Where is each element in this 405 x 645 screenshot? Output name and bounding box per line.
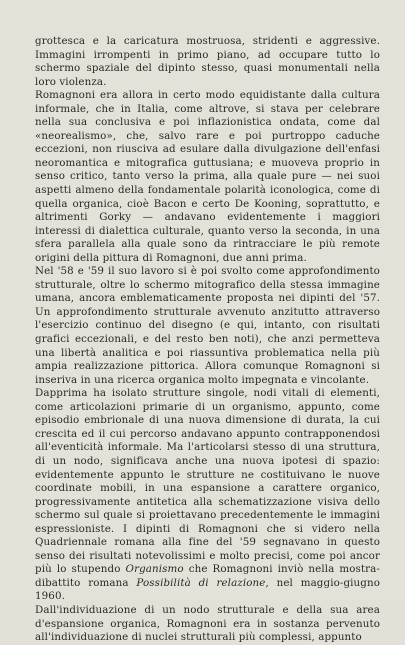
paragraph [35, 89, 380, 265]
paragraph [35, 265, 380, 387]
text-run: che Romagnoni inviò nella mostra-dibattito romana [35, 563, 380, 589]
text-run: Dall'individuazione di un nodo strutturale e della sua area d'espansione organica, Romagnoni era in sostanza pervenuto all'individuazione di nuclei strutturali più complessi, appunto [35, 603, 380, 644]
text-run: , nel maggio-giugno 1960. [35, 576, 381, 603]
text-run: Nel '58 e '59 il suo lavoro si è poi svolto come approfondimento strutturale, oltre lo schermo mitografico della stessa immagine umana, ancora emblematicamente proposta nei dipinti del '57. Un approfondimento strutturale avvenuto anzitutto attraverso l'esercizio continuo del disegno (e qui, intanto, con risultati grafici eccezionali, e del resto ben noti), che anzi permetteva una libertà analitica e poi riassuntiva problematica nella più ampia realizzazione pittorica. Allora comunque Romagnoni si inseriva in una ricerca organica molto impegnata e vincolante. [35, 265, 380, 386]
paragraph [35, 387, 380, 604]
text-run: grottesca e la caricatura mostruosa, stridenti e aggressive. Immagini irrompenti in primo piano, ad occupare tutto lo schermo spaziale del dipinto stesso, quasi monumentali nella loro violenza. [35, 35, 380, 88]
italic-title: Possibilità di relazione [136, 576, 266, 589]
text-run: Dapprima ha isolato strutture singole, nodi vitali di elementi, come articolazioni primarie di un organismo, appunto, come episodio embrionale di una nuova dimensione di durata, la cui crescita ed il cui percorso andavano appunto contrapponendosi all'eventicità informale. Ma l'articolarsi stesso di una struttura, di un nodo, significava anche una nuova ipotesi di spazio: evidentemente appunto le strutture ne costituivano le nuove coordinate mobili, in una espansione a carattere organico, progressivamente antitetica alla schematizzazione visiva dello schermo sul quale si proiettavano precedentemente le immagini espressioniste. I dipinti di Romagnoni che si videro nella Quadriennale romana alla fine del '59 segnavano in questo senso dei risultati notevolissimi e molto precisi, come poi ancor più lo stupendo [35, 387, 380, 576]
paragraph [35, 604, 380, 645]
text-run: Romagnoni era allora in certo modo equidistante dalla cultura informale, che in Italia, come altrove, si stava per celebrare nella sua conclusiva e poi inflazionistica ondata, come dal «neorealismo», che, salvo rare e poi purtroppo caduche eccezioni, non riusciva ad esulare dalla divulgazione dell'enfasi neoromantica e mitografica guttusiana; e muoveva proprio in senso critico, tanto verso la prima, alla quale pure — nei suoi aspetti almeno della fondamentale polarità iconologica, come di quella organica, cioè Bacon e certo De Kooning, soprattutto, e altrimenti Gorky — andavano evidentemente i maggiori interessi di dialettica culturale, quanto verso la seconda, in una sfera parallela alla quale sono da rintracciare le più remote origini della pittura di Romagnoni, due anni prima. [35, 89, 380, 264]
body-text [35, 35, 380, 645]
paragraph [35, 35, 380, 89]
italic-title: Organismo [125, 563, 184, 576]
